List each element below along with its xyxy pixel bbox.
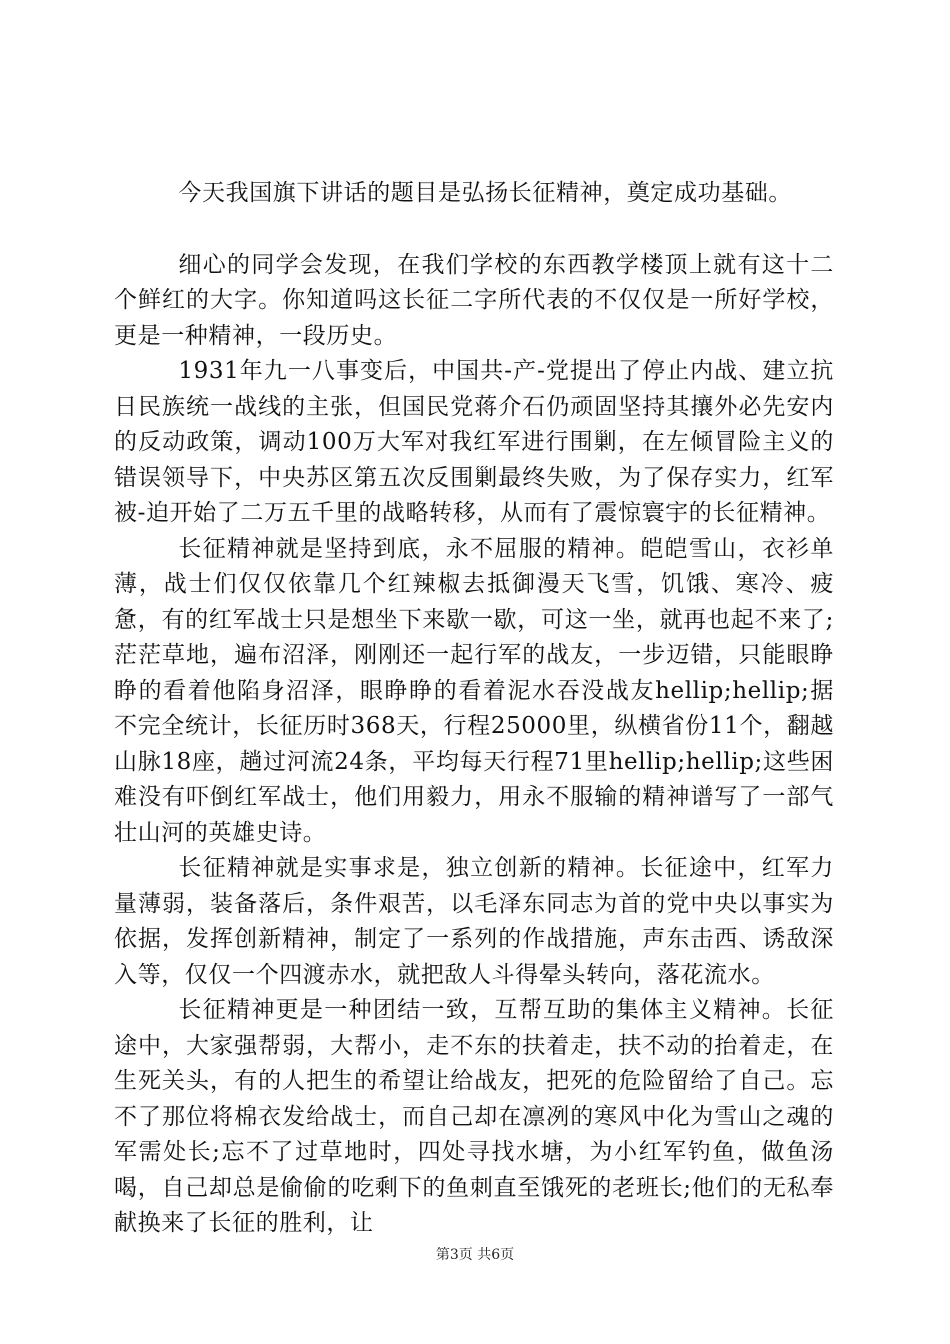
paragraph-history: 1931年九一八事变后，中国共-产-党提出了停止内战、建立抗日民族统一战线的主张，但国民党蒋介石仍顽固坚持其攘外必先安内的反动政策，调动100万大军对我红军进行围剿，在左倾冒险主义的错误领导下，中央苏区第五次反围剿最终失败，为了保存实力，红军被-迫开始了二万五千里的战略转移，从而有了震惊寰宇的长征精神。	[114, 358, 834, 526]
paragraph-intro: 今天我国旗下讲话的题目是弘扬长征精神，奠定成功基础。	[178, 180, 792, 206]
page-number-footer: 第3页 共6页	[435, 1247, 515, 1263]
document-body	[114, 176, 834, 1242]
paragraph-school-characters: 细心的同学会发现，在我们学校的东西教学楼顶上就有这十二个鲜红的大字。你知道吗这长征二字所代表的不仅仅是一所好学校，更是一种精神，一段历史。	[114, 251, 834, 349]
paragraph-innovation: 长征精神就是实事求是，独立创新的精神。长征途中，红军力量薄弱，装备落后，条件艰苦，以毛泽东同志为首的党中央以事实为依据，发挥创新精神，制定了一系列的作战措施，声东击西、诱敌深入等，仅仅一个四渡赤水，就把敌人斗得晕头转向，落花流水。	[114, 855, 834, 988]
paragraph-perseverance: 长征精神就是坚持到底，永不屈服的精神。皑皑雪山，衣衫单薄，战士们仅仅依靠几个红辣椒去抵御漫天飞雪，饥饿、寒冷、疲惫，有的红军战士只是想坐下来歇一歇，可这一坐，就再也起不来了;茫茫草地，遍布沼泽，刚刚还一起行军的战友，一步迈错，只能眼睁睁的看着他陷身沼泽，眼睁睁的看着泥水吞没战友hellip;hellip;据不完全统计，长征历时368天，行程25000里，纵横省份11个，翻越山脉18座，趟过河流24条，平均每天行程71里hellip;hellip;这些困难没有吓倒红军战士，他们用毅力，用永不服输的精神谱写了一部气壮山河的英雄史诗。	[114, 535, 834, 846]
paragraph-collectivism: 长征精神更是一种团结一致，互帮互助的集体主义精神。长征途中，大家强帮弱，大帮小，走不东的扶着走，扶不动的抬着走，在生死关头，有的人把生的希望让给战友，把死的危险留给了自己。忘不了那位将棉衣发给战士，而自己却在凛冽的寒风中化为雪山之魂的军需处长;忘不了过草地时，四处寻找水塘，为小红军钓鱼，做鱼汤喝，自己却总是偷偷的吃剩下的鱼刺直至饿死的老班长;他们的无私奉献换来了长征的胜利，让	[114, 997, 834, 1236]
